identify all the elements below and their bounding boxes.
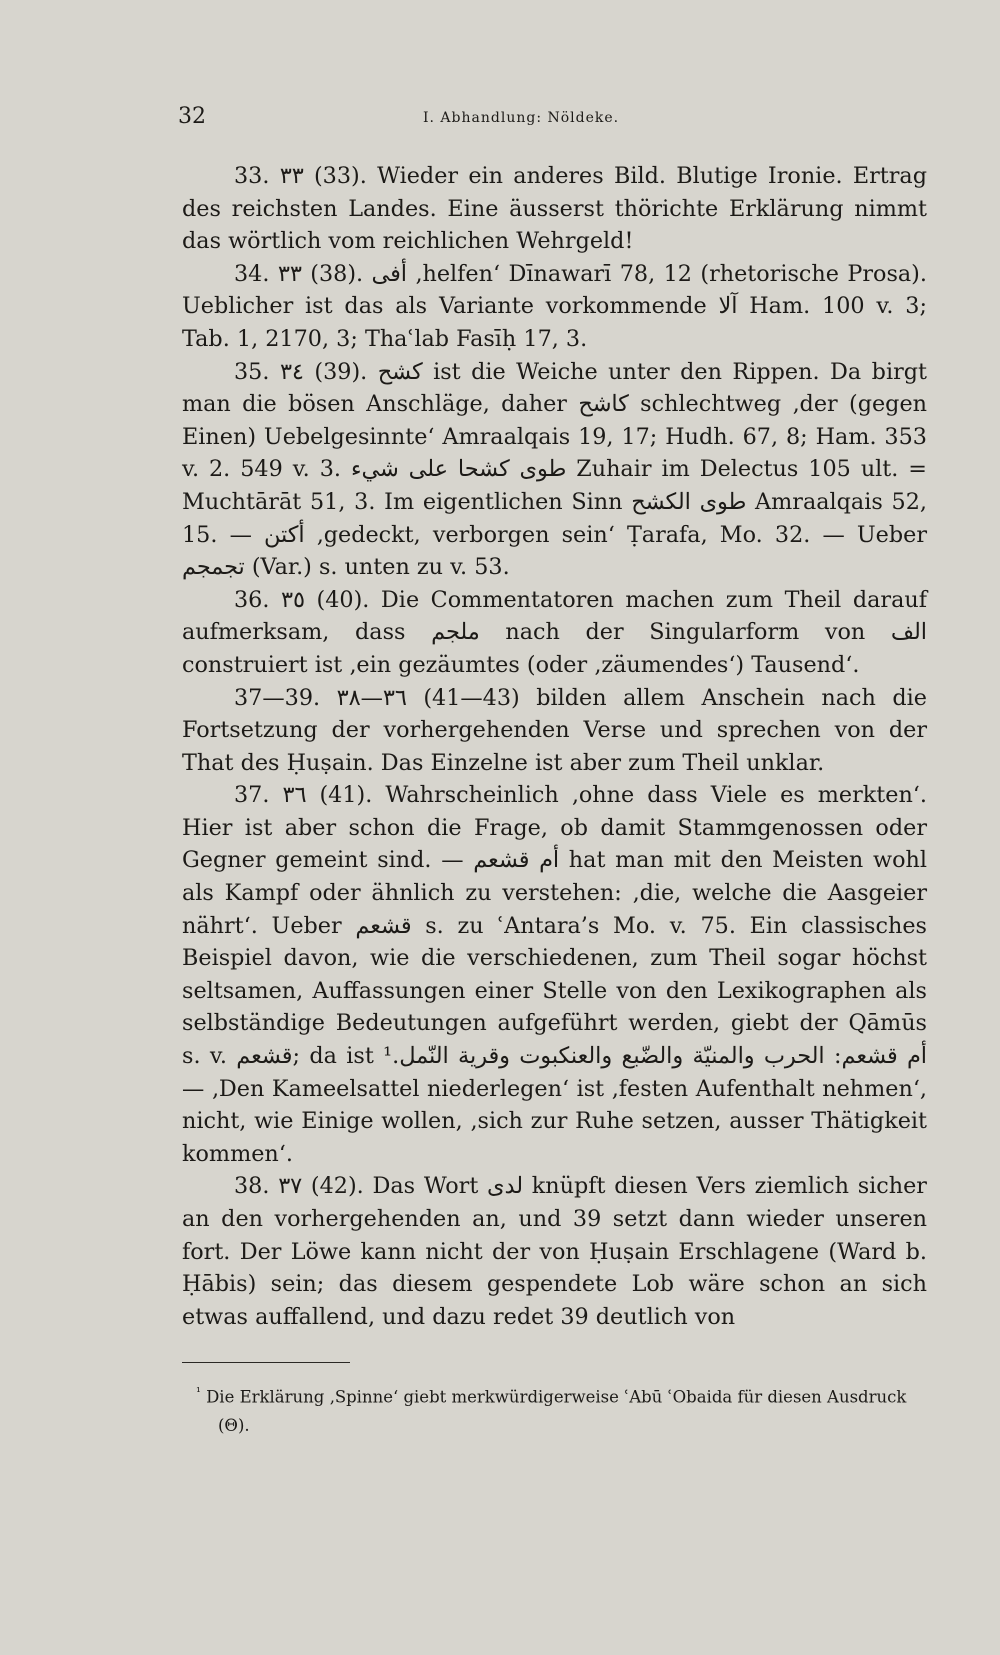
running-title: I. Abhandlung: Nöldeke.: [423, 110, 620, 126]
footnote-body: Die Erklärung ‚Spinne‘ giebt merkwürdigerweise ʿAbū ʿObaida für diesen Ausdruck (Θ).: [206, 1387, 907, 1435]
footnote-marker: ¹: [196, 1385, 201, 1399]
paragraph-35: 35. ٣٤ (39). كشح ist die Weiche unter den Rippen. Da birgt man die bösen Anschläge, daher كاشح schlechtweg ‚der (gegen Einen) Uebelgesinnte‘ Amraalqais 19, 17; Hudh. 67, 8; Ham. 353 v. 2. 549 v. 3. طوى كشحا على شيء Zuhair im Delectus 105 ult. = Muchtārāt 51, 3. Im eigentlichen Sinn طوى الكشح Amraalqais 52, 15. — أكتن ‚gedeckt, verborgen sein‘ Ṭarafa, Mo. 32. — Ueber تجمجم (Var.) s. unten zu v. 53.: [182, 358, 928, 581]
paragraph-38: 38. ٣٧ (42). Das Wort لدى knüpft diesen Vers ziemlich sicher an den vorhergehenden an, und 39 setzt dann wieder unseren fort. Der Löwe kann nicht der von Ḥuṣain Erschlagene (Ward b. Ḥābis) sein; das diesem gespendete Lob wäre schon an sich etwas auffallend, und dazu redet 39 deutlich von: [182, 1173, 927, 1330]
page-number: 32: [178, 104, 206, 129]
footnote-text: [182, 1378, 927, 1440]
page-header: [178, 104, 918, 138]
footnote-divider: [182, 1362, 350, 1363]
paragraph-33: 33. ٣٣ (33). Wieder ein anderes Bild. Blutige Ironie. Ertrag des reichsten Landes. Eine äusserst thörichte Erklärung nimmt das wörtlich vom reichlichen Wehrgeld!: [182, 163, 927, 255]
paragraph-37: 37. ٣٦ (41). Wahrscheinlich ‚ohne dass Viele es merkten‘. Hier ist aber schon die Frage, ob damit Stammgenossen oder Gegner gemeint sind. — أم قشعم hat man mit den Meisten wohl als Kampf oder ähnlich zu verstehen: ‚die, welche die Aasgeier nährt‘. Ueber قشعم s. zu ʿAntara’s Mo. v. 75. Ein classisches Beispiel davon, wie die verschiedenen, zum Theil sogar höchst seltsamen, Auffassungen einer Stelle von den Lexikographen als selbständige Bedeutungen aufgeführt werden, giebt der Qāmūs s. v. قشعم; da ist أم قشعم: الحرب والمنيّة والضّبع والعنكبوت وقرية النّمل.¹ — ‚Den Kameelsattel niederlegen‘ ist ‚festen Aufenthalt nehmen‘, nicht, wie Einige wollen, ‚sich zur Ruhe setzen, ausser Thätigkeit kommen‘.: [182, 782, 927, 1167]
paragraph-36: 36. ٣٥ (40). Die Commentatoren machen zum Theil darauf aufmerksam, dass ملجم nach der Singularform von الف construiert ist ‚ein gezäumtes (oder ‚zäumendes‘) Tausend‘.: [182, 586, 927, 678]
paragraph-37-39: 37—39. ٣٦—٣٨ (41—43) bilden allem Anschein nach die Fortsetzung der vorhergehenden Verse und sprechen von der That des Ḥuṣain. Das Einzelne ist aber zum Theil unklar.: [182, 684, 927, 776]
body-text: [182, 160, 927, 1333]
paragraph-34: 34. ٣٣ (38). أفى ‚helfen‘ Dīnawarī 78, 12 (rhetorische Prosa). Ueblicher ist das als Variante vorkommende آلا Ham. 100 v. 3; Tab. 1, 2170, 3; Thaʿlab Fasīḥ 17, 3.: [182, 260, 927, 352]
footnote: [182, 1378, 927, 1440]
